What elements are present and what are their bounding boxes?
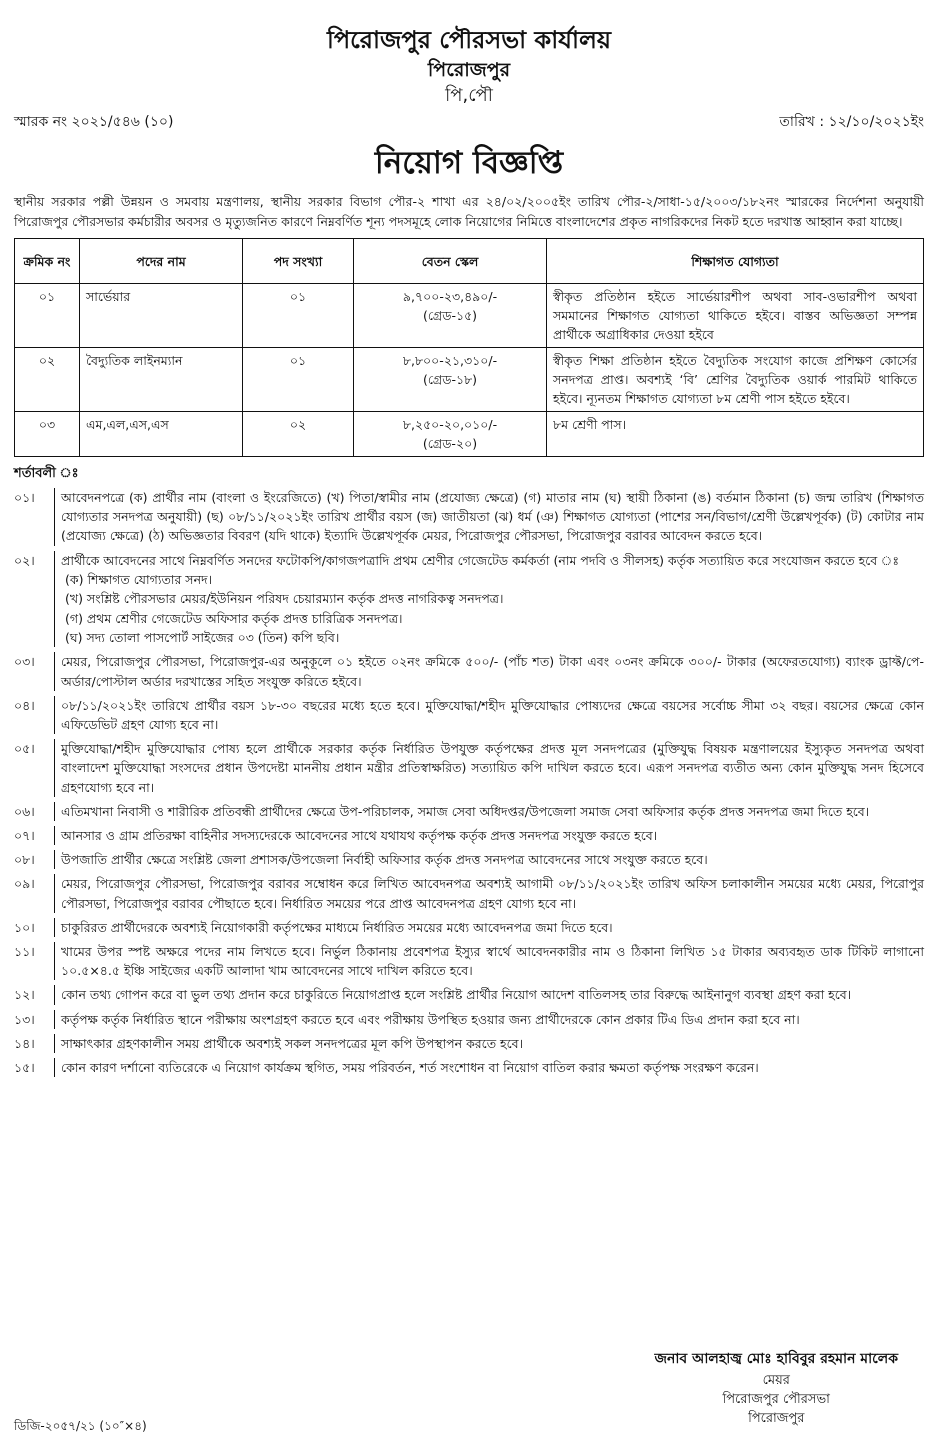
intro-paragraph: স্থানীয় সরকার পল্লী উন্নয়ন ও সমবায় মন্ত্রণালয়, স্থানীয় সরকার বিভাগ পৌর-২ শাখা এর ২৪/০২/২০০৫ইং তারিখ পৌর-২/সাধা-১৫/২০০৩/১৮২নং স্মারকের নির্দেশনা অনুযায়ী পিরোজপুর পৌরসভার কর্মচারীর অবসর ও মৃত্যুজনিত কারণে নিম্নবর্ণিত শূন্য পদসমূহে লোক নিয়োগের নিমিত্তে বাংলাদেশের প্রকৃত নাগরিকদের নিকট হতে দরখাস্ত আহ্বান করা যাচ্ছে। xyxy=(14,194,924,229)
col-post: পদের নাম xyxy=(80,239,243,284)
term-text: কোন তথ্য গোপন করে বা ভুল তথ্য প্রদান করে চাকুরিতে নিয়োগপ্রাপ্ত হলে সংশ্লিষ্ট প্রার্থীর নিয়োগ আদেশ বাতিলসহ তার বিরুদ্ধে আইনানুগ ব্যবস্থা গ্রহণ করা হবে। xyxy=(54,985,924,1004)
document-item: (গ) প্রথম শ্রেণীর গেজেটেড অফিসার কর্তৃক প্রদত্ত চারিত্রিক সনদপত্র। xyxy=(54,609,924,628)
term-number: ০২। xyxy=(14,552,35,568)
row-count: ০১ xyxy=(243,348,354,412)
reference-row xyxy=(14,110,924,130)
row-serial: ০৩ xyxy=(15,412,80,457)
table-row xyxy=(15,284,924,348)
term-item xyxy=(14,874,924,912)
signature-block xyxy=(654,1350,898,1428)
term-number: ০৯। xyxy=(14,876,35,892)
term-text: আনসার ও গ্রাম প্রতিরক্ষা বাহিনীর সদস্যদেরকে আবেদনের সাথে যথাযথ কর্তৃপক্ষ কর্তৃক প্রদত্ত সনদপত্র সংযুক্ত করতে হবে। xyxy=(54,826,924,845)
term-item xyxy=(14,488,924,546)
term-item xyxy=(14,802,924,821)
office-short: পি,পৌ xyxy=(445,85,493,106)
term-text: কর্তৃপক্ষ কর্তৃক নির্ধারিত স্থানে পরীক্ষায় অংশগ্রহণ করতে হবে এবং পরীক্ষায় উপস্থিত হওয়ার জন্য প্রার্থীদেরকে কোন প্রকার টিএ ডিএ প্রদান করা হবে না। xyxy=(54,1010,924,1029)
signatory-designation: মেয়র xyxy=(762,1373,790,1388)
term-text: মুক্তিযোদ্ধা/শহীদ মুক্তিযোদ্ধার পোষ্য হলে প্রার্থীকে সরকার কর্তৃক নির্ধারিত উপযুক্ত কর্তৃপক্ষের প্রদত্ত মূল সনদপত্রের (মুক্তিযুদ্ধ বিষয়ক মন্ত্রণালয়ের ইস্যুকৃত সনদপত্র অথবা বাংলাদেশ মুক্তিযোদ্ধা সংসদের প্রধান উপদেষ্টা মাননীয় প্রধান মন্ত্রীর প্রতিস্বাক্ষরিত) সত্যায়িত কপি দাখিল করতে হবে। এরূপ সনদপত্র ব্যতীত অন্য কোন মুক্তিযুদ্ধ সনদ হিসেবে গ্রহণযোগ্য হবে না। xyxy=(54,739,924,797)
term-number: ১০। xyxy=(14,919,35,935)
table-row xyxy=(15,348,924,412)
signatory-office: পিরোজপুর পৌরসভা xyxy=(722,1392,830,1407)
row-qualification: ৮ম শ্রেণী পাস। xyxy=(547,412,924,457)
notice-date: তারিখ : ১২/১০/২০২১ইং xyxy=(779,114,924,130)
office-city: পিরোজপুর xyxy=(427,59,511,81)
scale-range: ৮,২৫০-২০,০১০/- xyxy=(402,417,498,432)
document-list xyxy=(14,570,924,648)
term-number: ০৩। xyxy=(14,654,35,670)
row-qualification: স্বীকৃত শিক্ষা প্রতিষ্ঠান হইতে বৈদ্যুতিক সংযোগ কাজে প্রশিক্ষণ কোর্সের সনদপত্র প্রাপ্ত। অবশ্যই ‘বি’ শ্রেণির বৈদ্যুতিক ওয়ার্ক পারমিট থাকিতে হইবে। ন্যূনতম শিক্ষাগত যোগ্যতা ৮ম শ্রেণী পাস হইতে হইবে। xyxy=(547,348,924,412)
row-scale xyxy=(354,284,547,348)
row-count: ০১ xyxy=(243,284,354,348)
term-number: ০৭। xyxy=(14,828,35,844)
term-text: চাকুরিরত প্রার্থীদেরকে অবশ্যই নিয়োগকারী কর্তৃপক্ষের মাধ্যমে নির্ধারিত সময়ের মধ্যে আবেদনপত্র জমা দিতে হবে। xyxy=(54,918,924,937)
term-text: প্রার্থীকে আবেদনের সাথে নিম্নবর্ণিত সনদের ফটোকপি/কাগজপত্রাদি প্রথম শ্রেণীর গেজেটেড কর্মকর্তা (নাম পদবি ও সীলসহ) কর্তৃক সত্যায়িত করে সংযোজন করতে হবে ঃ xyxy=(54,551,924,570)
term-item xyxy=(14,850,924,869)
term-number: ১৫। xyxy=(14,1060,35,1076)
term-item xyxy=(14,826,924,845)
term-text: কোন কারণ দর্শানো ব্যতিরেকে এ নিয়োগ কার্যক্রম স্থগিত, সময় পরিবর্তন, শর্ত সংশোধন বা নিয়োগ বাতিল করার ক্ষমতা কর্তৃপক্ষ সংরক্ষণ করেন। xyxy=(54,1058,924,1077)
row-count: ০২ xyxy=(243,412,354,457)
document-item: (ঘ) সদ্য তোলা পাসপোর্ট সাইজের ০৩ (তিন) কপি ছবি। xyxy=(54,628,924,647)
col-scale: বেতন স্কেল xyxy=(354,239,547,284)
row-scale xyxy=(354,412,547,457)
term-item xyxy=(14,918,924,937)
term-text: সাক্ষাৎকার গ্রহণকালীন সময় প্রার্থীকে অবশ্যই সকল সনদপত্রের মূল কপি উপস্থাপন করতে হবে। xyxy=(54,1034,924,1053)
table-header-row xyxy=(15,239,924,284)
row-post: সার্ভেয়ার xyxy=(80,284,243,348)
term-number: ০৪। xyxy=(14,697,35,713)
signatory-name: জনাব আলহাজ্ব মোঃ হাবিবুর রহমান মালেক xyxy=(654,1351,898,1367)
document-item: (ক) শিক্ষাগত যোগ্যতার সনদ। xyxy=(54,570,924,589)
col-qualification: শিক্ষাগত যোগ্যতা xyxy=(547,239,924,284)
term-number: ০৬। xyxy=(14,803,35,819)
scale-grade: (গ্রেড-১৮) xyxy=(422,372,478,387)
scale-grade: (গ্রেড-১৫) xyxy=(422,308,478,323)
scale-range: ৯,৭০০-২৩,৪৯০/- xyxy=(402,289,498,304)
term-item xyxy=(14,551,924,570)
row-scale xyxy=(354,348,547,412)
term-text: ০৮/১১/২০২১ইং তারিখে প্রার্থীর বয়স ১৮-৩০ বছরের মধ্যে হতে হবে। মুক্তিযোদ্ধা/শহীদ মুক্তিযোদ্ধার পোষ্যদের ক্ষেত্রে বয়সের সর্বোচ্চ সীমা ৩২ বছর। বয়সের ক্ষেত্রে কোন এফিডেভিট গ্রহণ যোগ্য হবে না। xyxy=(54,696,924,734)
scale-range: ৮,৮০০-২১,৩১০/- xyxy=(402,353,498,368)
term-item xyxy=(14,1010,924,1029)
term-text: উপজাতি প্রার্থীর ক্ষেত্রে সংশ্লিষ্ট জেলা প্রশাসক/উপজেলা নির্বাহী অফিসার কর্তৃক প্রদত্ত সনদপত্র আবেদনের সাথে সংযুক্ত করতে হবে। xyxy=(54,850,924,869)
office-name: পিরোজপুর পৌরসভা কার্যালয় xyxy=(327,26,611,54)
table-row xyxy=(15,412,924,457)
term-number: ০৮। xyxy=(14,852,35,868)
term-text: মেয়র, পিরোজপুর পৌরসভা, পিরোজপুর বরাবর সম্বোধন করে লিখিত আবেদনপত্র অবশ্যই আগামী ০৮/১১/২০২১ইং তারিখ অফিস চলাকালীন সময়ের মধ্যে মেয়র, পিরোপুর পৌরসভা, পিরোজপুর বরাবর পৌছাতে হবে। নির্ধারিত সময়ের পরে প্রাপ্ত আবেদনপত্র গ্রহণ যোগ্য হবে না। xyxy=(54,874,924,912)
term-text: মেয়র, পিরোজপুর পৌরসভা, পিরোজপুর-এর অনুকূলে ০১ হইতে ০২নং ক্রমিকে ৫০০/- (পাঁচ শত) টাকা এবং ০৩নং ক্রমিকে ৩০০/- টাকার (অফেরতযোগ্য) ব্যাংক ড্রাফ্ট/পে-অর্ডার/পোস্টাল অর্ডার দরখাস্তের সহিত সংযুক্ত করিতে হইবে। xyxy=(54,652,924,690)
row-qualification: স্বীকৃত প্রতিষ্ঠান হইতে সার্ভেয়ারশীপ অথবা সাব-ওভারশীপ অথবা সমমানের শিক্ষাগত যোগ্যতা থাকিতে হইবে। বাস্তব অভিজ্ঞতা সম্পন্ন প্রার্থীকে অগ্রাধিকার দেওয়া হইবে xyxy=(547,284,924,348)
memo-number: স্মারক নং ২০২১/৫৪৬ (১০) xyxy=(14,114,174,130)
term-item xyxy=(14,1058,924,1077)
signatory-city: পিরোজপুর xyxy=(748,1411,805,1426)
col-count: পদ সংখ্যা xyxy=(243,239,354,284)
row-post: এম,এল,এস,এস xyxy=(80,412,243,457)
term-number: ০৫। xyxy=(14,741,35,757)
posts-table xyxy=(14,238,924,457)
term-item xyxy=(14,985,924,1004)
scale-grade: (গ্রেড-২০) xyxy=(422,436,478,451)
term-text: আবেদনপত্রে (ক) প্রার্থীর নাম (বাংলা ও ইংরেজিতে) (খ) পিতা/স্বামীর নাম (প্রযোজ্য ক্ষেত্রে) (গ) মাতার নাম (ঘ) স্থায়ী ঠিকানা (ঙ) বর্তমান ঠিকানা (চ) জন্ম তারিখ (শিক্ষাগত যোগ্যতার সনদপত্র অনুযায়ী) (ছ) ০৮/১১/২০২১ইং তারিখ প্রার্থীর বয়স (জ) জাতীয়তা (ঝ) ধর্ম (ঞ) শিক্ষাগত যোগ্যতা (পাশের সন/বিভাগ/শ্রেণী উল্লেখপূর্বক) (ট) কোটার নাম (প্রযোজ্য ক্ষেত্রে) (ঠ) অভিজ্ঞতার বিবরণ (যদি থাকে) ইত্যাদি উল্লেখপূর্বক মেয়র, পিরোজপুর পৌরসভা, পিরোজপুর বরাবর আবেদন করতে হবে। xyxy=(54,488,924,546)
term-number: ১২। xyxy=(14,987,35,1003)
term-item xyxy=(14,696,924,734)
document-item: (খ) সংশ্লিষ্ট পৌরসভার মেয়র/ইউনিয়ন পরিষদ চেয়ারম্যান কর্তৃক প্রদত্ত নাগরিকত্ব সনদপত্র। xyxy=(54,589,924,608)
term-item xyxy=(14,1034,924,1053)
term-number: ১৩। xyxy=(14,1011,35,1027)
row-serial: ০২ xyxy=(15,348,80,412)
row-serial: ০১ xyxy=(15,284,80,348)
term-number: ১১। xyxy=(14,944,35,960)
term-text: এতিমখানা নিবাসী ও শারীরিক প্রতিবন্ধী প্রার্থীদের ক্ষেত্রে উপ-পরিচালক, সমাজ সেবা অধিদপ্তর/উপজেলা সমাজ সেবা অফিসার কর্তৃক প্রদত্ত সনদপত্র জমা দিতে হবে। xyxy=(54,802,924,821)
term-item xyxy=(14,739,924,797)
term-item xyxy=(14,942,924,980)
term-item xyxy=(14,652,924,690)
term-number: ০১। xyxy=(14,490,35,505)
row-post: বৈদ্যুতিক লাইনম্যান xyxy=(80,348,243,412)
notice-title: নিয়োগ বিজ্ঞপ্তি xyxy=(374,145,564,181)
terms-heading: শর্তাবলী ঃ xyxy=(14,466,79,481)
col-serial: ক্রমিক নং xyxy=(15,239,80,284)
term-number: ১৪। xyxy=(14,1035,35,1051)
footer-code: ডিজি-২০৫৭/২১ (১০″×৪) xyxy=(14,1419,147,1433)
term-text: খামের উপর স্পষ্ট অক্ষরে পদের নাম লিখতে হবে। নির্ভুল ঠিকানায় প্রবেশপত্র ইস্যুর স্বার্থে আবেদনকারীর নাম ও ঠিকানা লিখিত ১৫ টাকার অব্যবহৃত ডাক টিকিট লাগানো ১০.৫×৪.৫ ইঞ্চি সাইজের একটি আলাদা খাম আবেদনের সাথে দাখিল করিতে হবে। xyxy=(54,942,924,980)
